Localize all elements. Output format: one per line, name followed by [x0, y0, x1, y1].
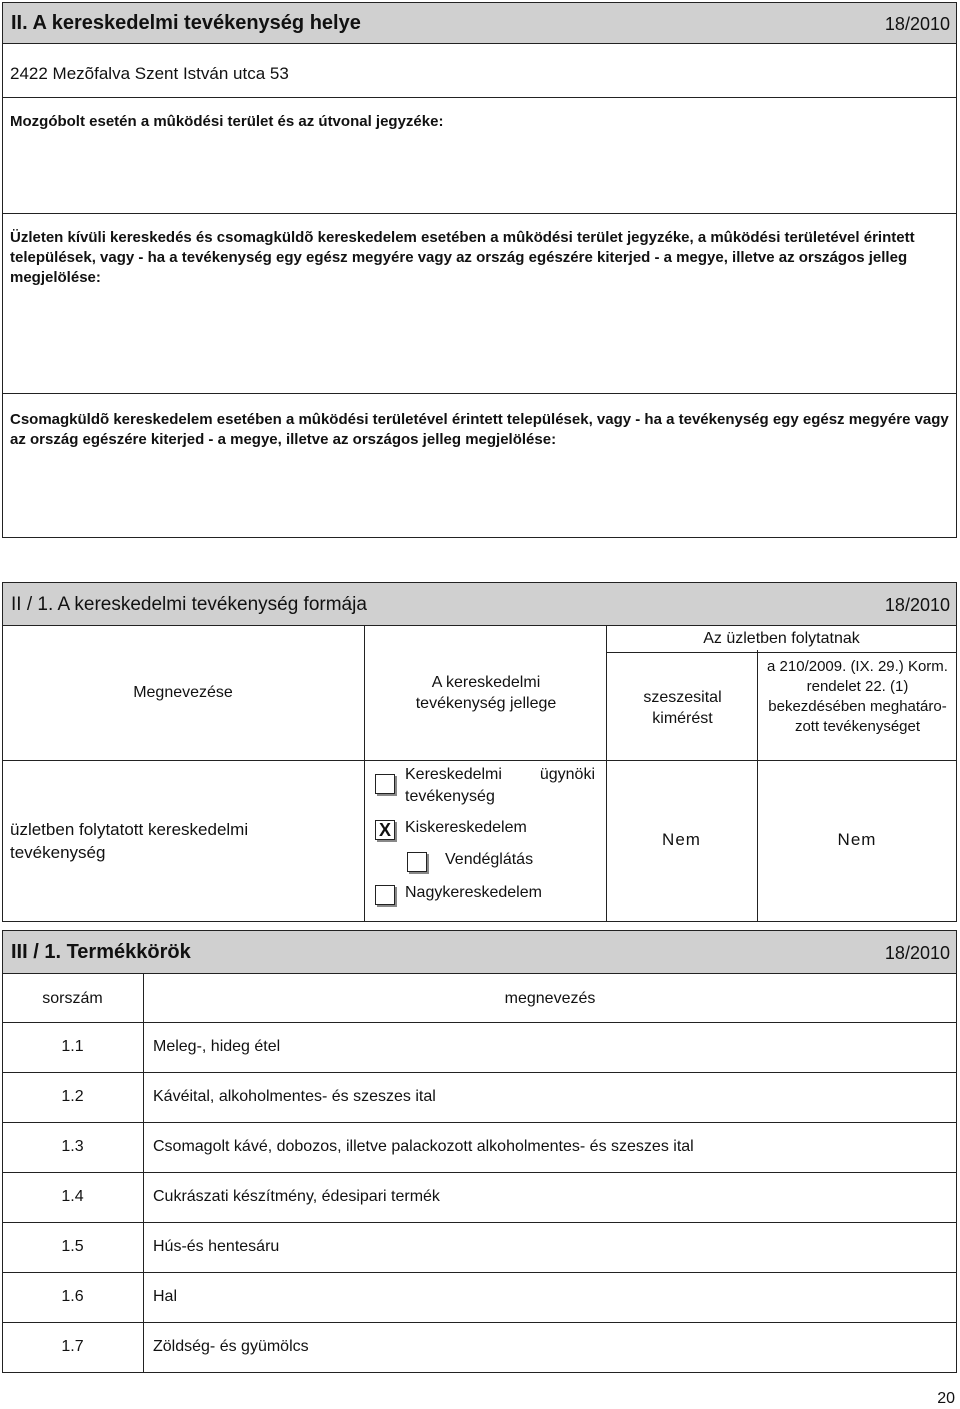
section-date: 18/2010 [884, 14, 950, 34]
mobile-shop-label: Mozgóbolt esetén a mûködési terület és az útvonal jegyzéke: [10, 113, 444, 130]
product-row-name: Cukrászati készítmény, édesipari termék [153, 1188, 440, 1205]
product-row-num: 1.7 [61, 1338, 84, 1355]
form-section-header [2, 582, 957, 626]
product-table [2, 973, 957, 1373]
mail-order-label: Csomagküldõ kereskedelem esetében a mûködési területével érintett települések, vagy - ha a tevékenység egy egész megyére vagy az ország egészére kiterjed - a megye, illetve az országos jelleg megjelölése: [10, 411, 949, 448]
product-col-num-header: sorszám [42, 990, 103, 1007]
product-row-name: Meleg-, hideg étel [153, 1038, 281, 1055]
wholesale-label: Nagykereskedelem [405, 884, 542, 901]
form-section-date: 18/2010 [884, 595, 950, 615]
alcohol-value: Nem [662, 830, 701, 849]
product-col-name-header: megnevezés [504, 990, 596, 1007]
product-row-name: Hal [153, 1288, 178, 1305]
section-header [2, 2, 957, 44]
page-number: 20 [937, 1390, 955, 1407]
product-row-name: Hús-és hentesáru [153, 1238, 280, 1255]
product-row-name: Kávéital, alkoholmentes- és szeszes ital [153, 1088, 436, 1105]
product-row-name: Zöldség- és gyümölcs [153, 1338, 309, 1355]
address-text: 2422 Mezõfalva Szent István utca 53 [10, 64, 289, 83]
catering-checkbox[interactable] [407, 852, 427, 872]
decree-value: Nem [837, 830, 877, 849]
product-row-num: 1.5 [61, 1238, 84, 1255]
retail-label: Kiskereskedelem [405, 819, 527, 836]
col-decree-header: a 210/2009. (IX. 29.) Korm. rendelet 22. (1) bekezdésében meghatáro-zott tevékenységet [767, 658, 948, 735]
product-section-title: III / 1. Termékkörök [11, 941, 191, 963]
product-row-num: 1.3 [61, 1138, 84, 1155]
agent-checkbox[interactable] [375, 774, 395, 794]
product-row-num: 1.4 [61, 1188, 84, 1205]
product-row-num: 1.2 [61, 1088, 84, 1105]
product-row-num: 1.6 [61, 1288, 84, 1305]
form-section-title: II / 1. A kereskedelmi tevékenység formája [11, 594, 367, 615]
section-title: II. A kereskedelmi tevékenység helye [11, 12, 361, 34]
product-section-header [2, 930, 957, 974]
product-row-num: 1.1 [61, 1038, 84, 1055]
product-row-name: Csomagolt kávé, dobozos, illetve palackozott alkoholmentes- és szeszes ital [153, 1138, 694, 1155]
col-nature-header: A kereskedelmi tevékenység jellege [415, 673, 557, 712]
catering-label: Vendéglátás [445, 851, 534, 868]
retail-checkbox[interactable]: X [375, 820, 395, 840]
col-store-header: Az üzletben folytatnak [703, 630, 860, 647]
store-activity-name: üzletben folytatott kereskedelmi tevékenység [10, 820, 249, 862]
wholesale-checkbox[interactable] [375, 885, 395, 905]
outside-store-label: Üzleten kívüli kereskedés és csomagküldõ kereskedelem esetében a mûködési terület jegyzéke, a mûködési területével érintett települések, vagy - ha a tevékenység egy egész megyére vagy az ország egészére kiterjed - a megye, illetve az országos jelleg megjelölése: [10, 229, 915, 286]
col-name-header: Megnevezése [133, 683, 233, 701]
product-section-date: 18/2010 [884, 943, 950, 963]
col-alcohol-header: szeszesital kimérést [643, 688, 722, 727]
agent-activity-label: Kereskedelmi ügynöki tevékenység [405, 766, 595, 805]
